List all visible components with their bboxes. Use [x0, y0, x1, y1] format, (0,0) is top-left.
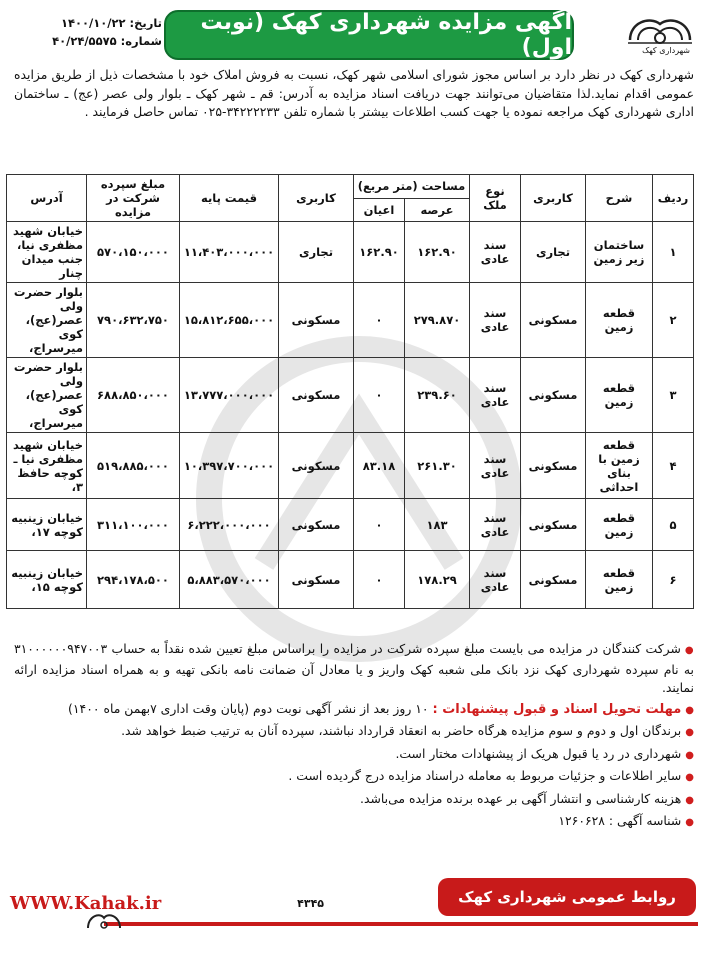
- header: [4, 8, 704, 60]
- cell-deposit: ۵۱۹،۸۸۵،۰۰۰: [87, 433, 180, 499]
- cell-row: ۶: [653, 551, 694, 609]
- col-desc: شرح: [586, 175, 653, 222]
- cell-area-building: ۰: [354, 499, 405, 551]
- col-base-price: قیمت پایه: [180, 175, 279, 222]
- cell-area-land: ۱۸۳: [405, 499, 470, 551]
- properties-table: [6, 174, 694, 609]
- page-title: آگهی مزایده شهرداری کهک (نوبت اول): [200, 10, 572, 60]
- cell-address: بلوار حضرت ولی عصر(عج)، کوی میرسراج،: [7, 358, 87, 433]
- note-7-text: شناسه آگهی : ۱۲۶۰۶۲۸: [558, 813, 682, 828]
- cell-usage: مسکونی: [521, 499, 586, 551]
- cell-address: خیابان شهید مظفری نیا ـ کوچه حافظ ۳،: [7, 433, 87, 499]
- cell-area-land: ۲۳۹.۶۰: [405, 358, 470, 433]
- date-label: تاریخ: ۱۴۰۰/۱۰/۲۲: [60, 16, 162, 30]
- cell-deposit: ۳۱۱،۱۰۰،۰۰۰: [87, 499, 180, 551]
- cell-area-building: ۸۳.۱۸: [354, 433, 405, 499]
- cell-desc: قطعه زمین: [586, 551, 653, 609]
- cell-desc: قطعه زمین با بنای احداثی: [586, 433, 653, 499]
- note-4: ●شهرداری در رد یا قبول هریک از پیشنهادات مختار است.: [395, 745, 694, 761]
- cell-ownership: سند عادی: [470, 499, 521, 551]
- table-row: [7, 358, 694, 433]
- cell-area-building: ۰: [354, 551, 405, 609]
- number-label: شماره: ۴۰/۲۴/۵۵۷۵: [52, 34, 162, 48]
- note-6: ●هزینه کارشناسی و انتشار آگهی بر عهده برنده مزایده می‌باشد.: [360, 790, 694, 806]
- note-6-text: هزینه کارشناسی و انتشار آگهی بر عهده برنده مزایده می‌باشد.: [360, 790, 682, 806]
- cell-usage: مسکونی: [521, 358, 586, 433]
- table-row: [7, 283, 694, 358]
- date-block: [12, 14, 162, 50]
- cell-deposit: ۶۸۸،۸۵۰،۰۰۰: [87, 358, 180, 433]
- cell-area-building: ۰: [354, 283, 405, 358]
- cell-deposit: ۵۷۰،۱۵۰،۰۰۰: [87, 222, 180, 283]
- table-header-row: [7, 175, 694, 199]
- cell-area-land: ۲۷۹.۸۷۰: [405, 283, 470, 358]
- logo-caption: شهرداری کهک: [642, 46, 690, 55]
- municipality-logo: [620, 10, 700, 60]
- col-usage: کاربری: [521, 175, 586, 222]
- cell-usage: مسکونی: [521, 283, 586, 358]
- cell-base-price: ۱۱،۴۰۳،۰۰۰،۰۰۰: [180, 222, 279, 283]
- table-row: [7, 551, 694, 609]
- cell-ownership: سند عادی: [470, 551, 521, 609]
- table-row: [7, 499, 694, 551]
- cell-ownership: سند عادی: [470, 358, 521, 433]
- cell-area-building: ۱۶۲.۹۰: [354, 222, 405, 283]
- cell-base-price: ۱۵،۸۱۲،۶۵۵،۰۰۰: [180, 283, 279, 358]
- cell-usage: تجاری: [521, 222, 586, 283]
- table-row: [7, 433, 694, 499]
- cell-area-building: ۰: [354, 358, 405, 433]
- note-2-text: ۱۰ روز بعد از نشر آگهی نوبت دوم (پایان وقت اداری ۷بهمن ماه ۱۴۰۰): [68, 700, 429, 716]
- cell-base-price: ۱۳،۷۷۷،۰۰۰،۰۰۰: [180, 358, 279, 433]
- cell-ownership: سند عادی: [470, 222, 521, 283]
- cell-address: خیابان زینبیه کوچه ۱۵،: [7, 551, 87, 609]
- cell-area-land: ۲۶۱.۳۰: [405, 433, 470, 499]
- ad-code: ۴۳۴۵: [297, 897, 324, 910]
- cell-row: ۴: [653, 433, 694, 499]
- cell-deposit: ۷۹۰،۶۳۲،۷۵۰: [87, 283, 180, 358]
- cell-desc: قطعه زمین: [586, 283, 653, 358]
- cell-address: خیابان شهید مظفری نیا، جنب میدان چنار: [7, 222, 87, 283]
- cell-usage2: تجاری: [279, 222, 354, 283]
- col-ownership: نوع ملک: [470, 175, 521, 222]
- cell-usage2: مسکونی: [279, 358, 354, 433]
- cell-row: ۲: [653, 283, 694, 358]
- cell-base-price: ۶،۲۲۲،۰۰۰،۰۰۰: [180, 499, 279, 551]
- cell-area-land: ۱۷۸.۲۹: [405, 551, 470, 609]
- note-5-text: سایر اطلاعات و جزئیات مربوط به معامله دراسناد مزایده درج گردیده است .: [288, 768, 682, 783]
- cell-address: خیابان زینبیه کوچه ۱۷،: [7, 499, 87, 551]
- notes: [14, 640, 694, 835]
- cell-deposit: ۲۹۴،۱۷۸،۵۰۰: [87, 551, 180, 609]
- intro-text: شهرداری کهک در نظر دارد بر اساس مجوز شورای اسلامی شهر کهک، نسبت به فروش املاک خود با مشخصات ذیل از طریق مزایده عمومی اقدام نماید.لذا متقاضیان می‌توانند جهت دریافت اسناد مزایده به آدرس: قم ـ شهر کهک ـ بلوار ولی عصر (عج) ـ ساختمان اداری شهرداری کهک مراجعه نموده یا جهت کسب اطلاعات بیشتر با شماره تلفن ۳۴۲۲۲۲۳۳-۰۲۵ تماس حاصل فرمایند .: [14, 67, 694, 119]
- note-2: ●مهلت تحویل اسناد و قبول پیشنهادات : ۱۰ روز بعد از نشر آگهی نوبت دوم (پایان وقت اداری ۷بهمن ماه ۱۴۰۰): [68, 700, 694, 717]
- website-link[interactable]: WWW.Kahak.ir: [10, 893, 162, 914]
- col-deposit: مبلغ سپرده شرکت در مزایده: [87, 175, 180, 222]
- cell-row: ۵: [653, 499, 694, 551]
- note-5: ●سایر اطلاعات و جزئیات مربوط به معامله دراسناد مزایده درج گردیده است .: [288, 768, 694, 783]
- table-body: [7, 222, 694, 609]
- cell-usage2: مسکونی: [279, 551, 354, 609]
- note-1-text: شرکت کنندگان در مزایده می بایست مبلغ سپرده شرکت در مزایده را براساس مبلغ تعیین شده نقداً به حساب ۳۱۰۰۰۰۰۰۹۴۷۰۰۳ به نام سپرده شهرداری کهک نزد بانک ملی شعبه کهک واریز و یا معادل آن ضمانت نامه بانکی تهیه و به همراه اسناد مزایده ارائه نمایند.: [14, 641, 694, 695]
- footer-divider: [104, 922, 698, 926]
- cell-area-land: ۱۶۲.۹۰: [405, 222, 470, 283]
- note-7: ●شناسه آگهی : ۱۲۶۰۶۲۸: [558, 813, 694, 828]
- note-1: ●شرکت کنندگان در مزایده می بایست مبلغ سپرده شرکت در مزایده را براساس مبلغ تعیین شده نقداً به حساب ۳۱۰۰۰۰۰۰۹۴۷۰۰۳ به نام سپرده شهرداری کهک نزد بانک ملی شعبه کهک واریز و یا معادل آن ضمانت نامه بانکی تهیه و به همراه اسناد مزایده ارائه نمایند.: [14, 641, 694, 695]
- col-area-building: اعیان: [354, 198, 405, 222]
- title-banner: [164, 10, 574, 60]
- cell-row: ۳: [653, 358, 694, 433]
- cell-usage2: مسکونی: [279, 283, 354, 358]
- note-2-label: مهلت تحویل اسناد و قبول پیشنهادات :: [432, 701, 682, 717]
- cell-ownership: سند عادی: [470, 283, 521, 358]
- col-usage2: کاربری: [279, 175, 354, 222]
- cell-desc: قطعه زمین: [586, 499, 653, 551]
- note-4-text: شهرداری در رد یا قبول هریک از پیشنهادات مختار است.: [395, 745, 682, 761]
- col-area-land: عرصه: [405, 198, 470, 222]
- cell-row: ۱: [653, 222, 694, 283]
- note-3: ●برندگان اول و دوم و سوم مزایده هرگاه حاضر به انعقاد قرارداد نباشند، سپرده آنان به ترتیب ضبط خواهد شد.: [121, 723, 694, 738]
- cell-usage: مسکونی: [521, 433, 586, 499]
- public-relations-badge: [438, 878, 696, 916]
- logo-small-icon: [84, 910, 124, 932]
- note-3-text: برندگان اول و دوم و سوم مزایده هرگاه حاضر به انعقاد قرارداد نباشند، سپرده آنان به ترتیب ضبط خواهد شد.: [121, 723, 682, 738]
- col-address: آدرس: [7, 175, 87, 222]
- footer: [4, 876, 704, 936]
- cell-address: بلوار حضرت ولی عصر(عج)، کوی میرسراج،: [7, 283, 87, 358]
- cell-desc: قطعه زمین: [586, 358, 653, 433]
- cell-usage: مسکونی: [521, 551, 586, 609]
- advertisement: [4, 4, 704, 952]
- table-row: [7, 222, 694, 283]
- cell-base-price: ۱۰،۳۹۷،۷۰۰،۰۰۰: [180, 433, 279, 499]
- cell-usage2: مسکونی: [279, 499, 354, 551]
- col-area-group: مساحت (متر مربع): [354, 175, 470, 199]
- cell-base-price: ۵،۸۸۳،۵۷۰،۰۰۰: [180, 551, 279, 609]
- cell-desc: ساختمان زیر زمین: [586, 222, 653, 283]
- public-relations-label: روابط عمومی شهرداری کهک: [458, 888, 676, 906]
- cell-usage2: مسکونی: [279, 433, 354, 499]
- cell-ownership: سند عادی: [470, 433, 521, 499]
- col-row: ردیف: [653, 175, 694, 222]
